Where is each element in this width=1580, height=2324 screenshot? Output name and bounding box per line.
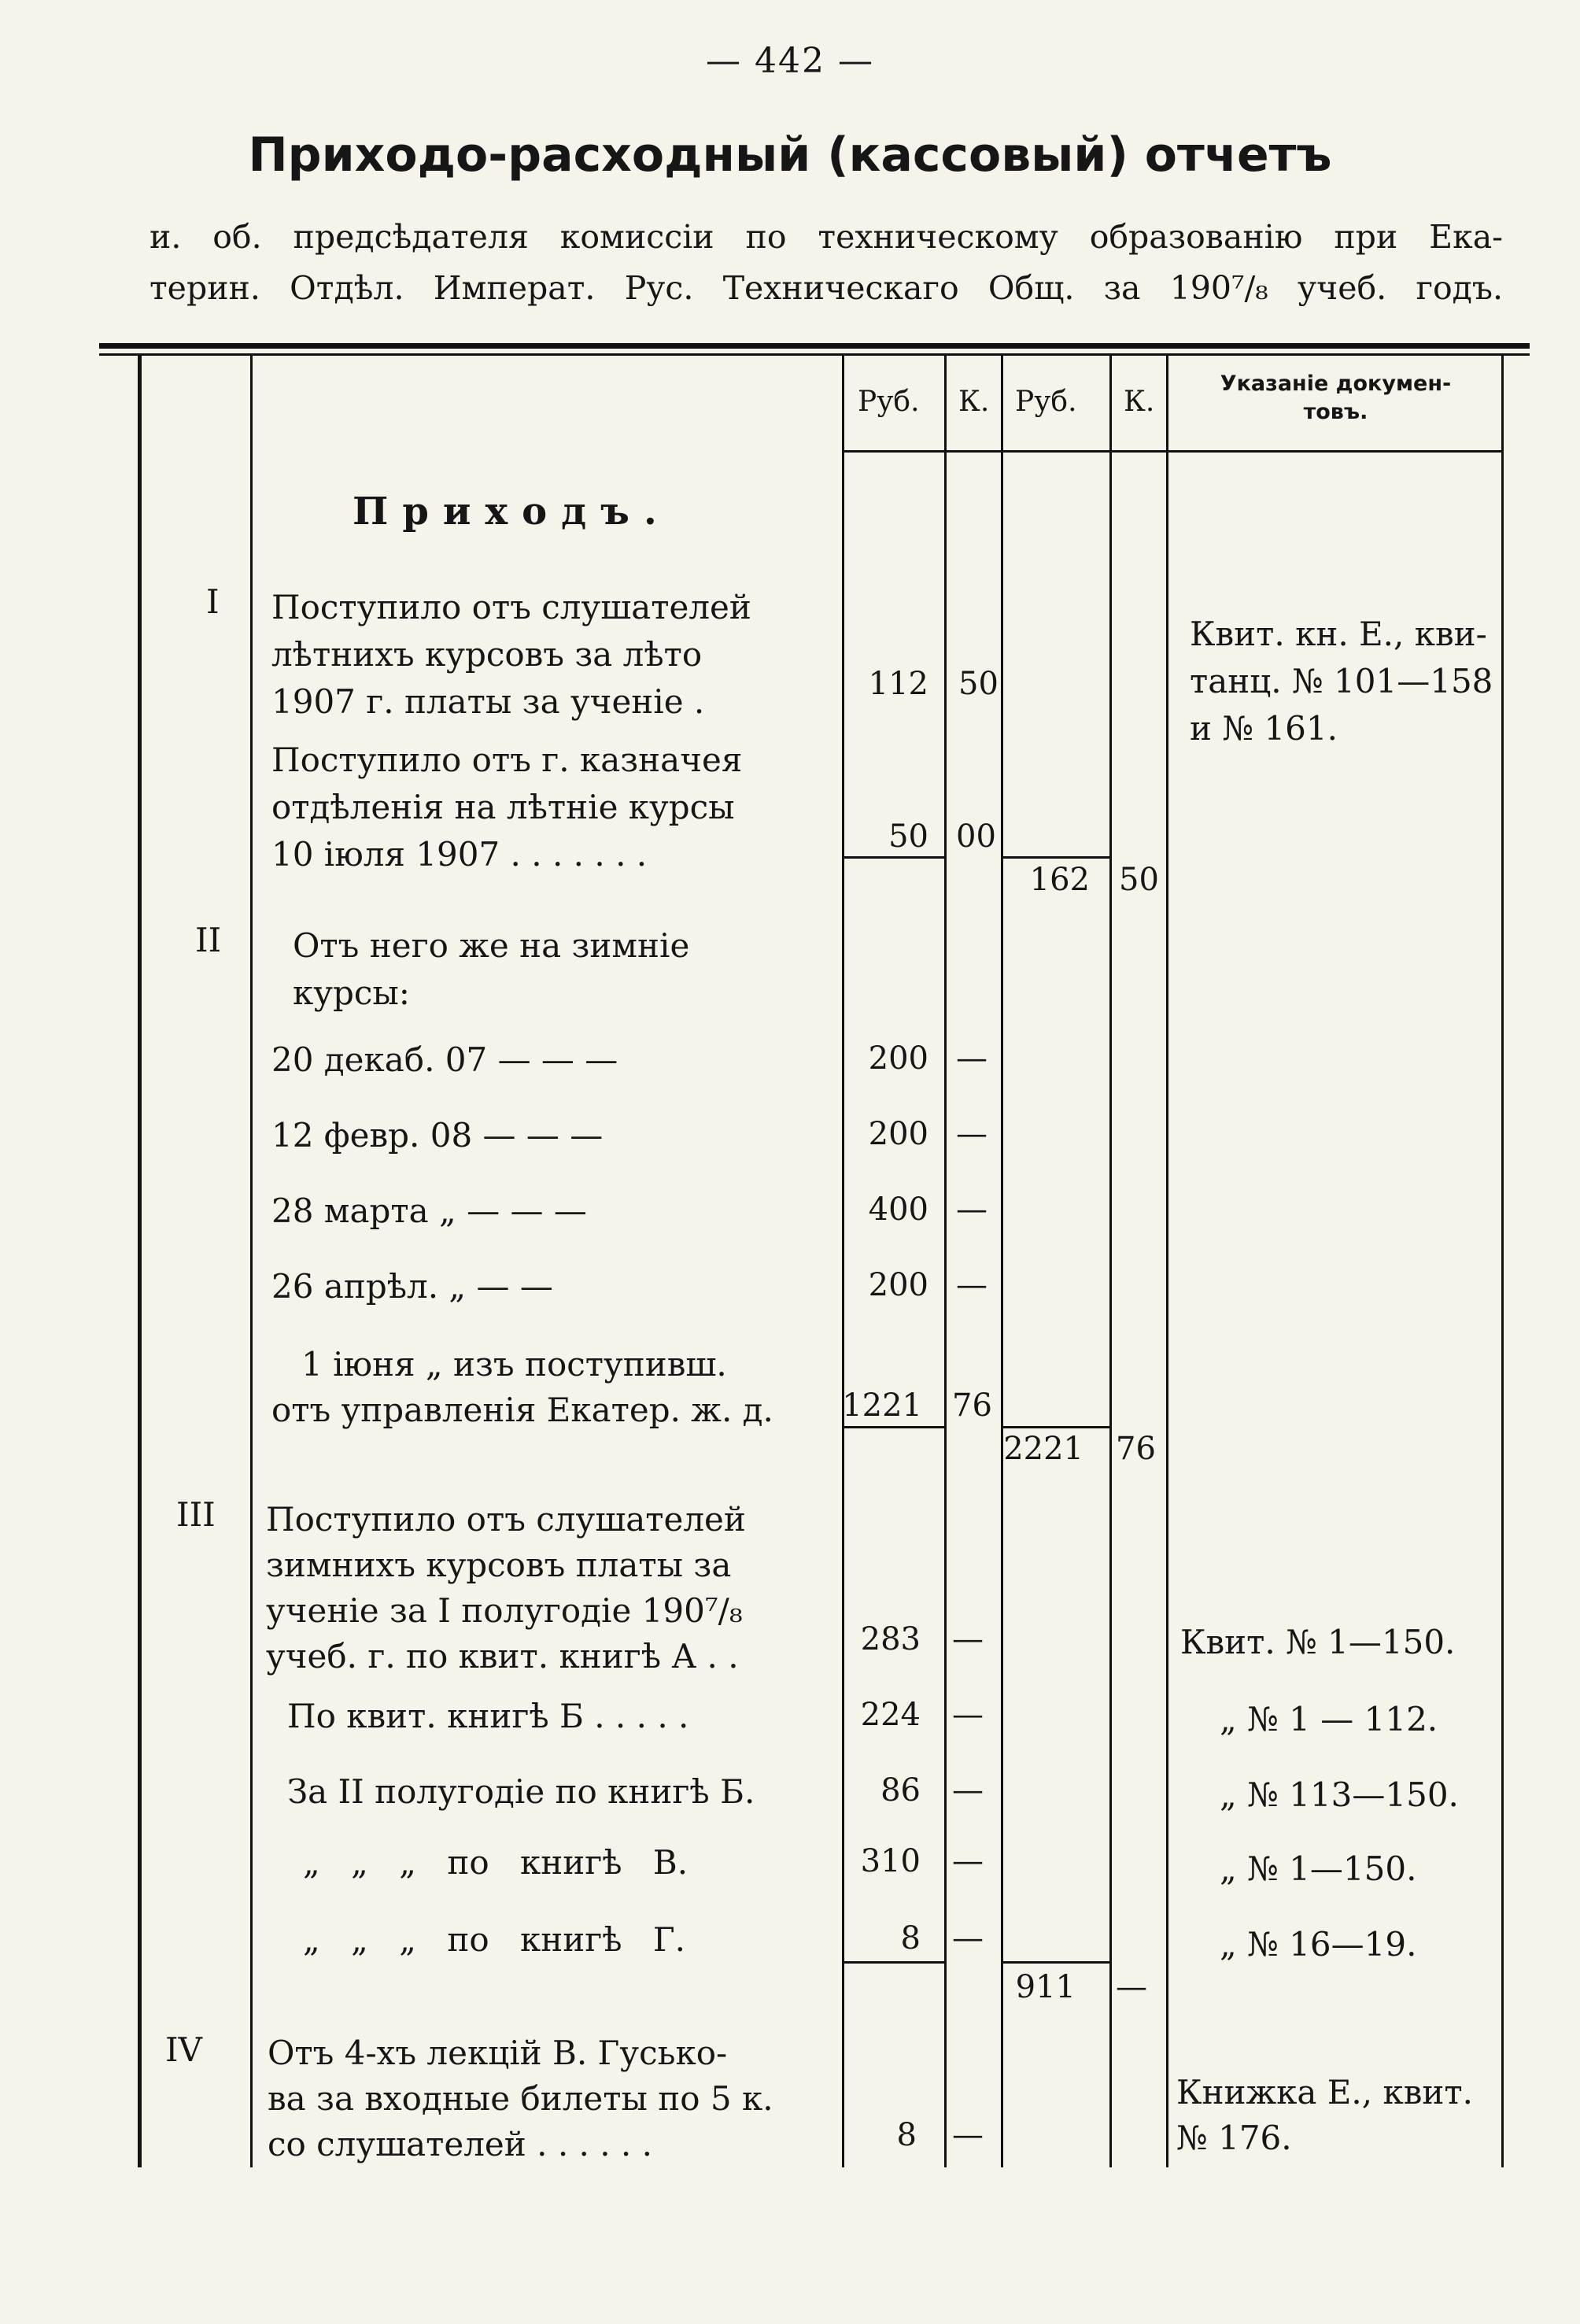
rub-value: 283 [860, 1621, 921, 1657]
top-rule-thin [99, 353, 1530, 356]
roman-numeral-4: IV [165, 2030, 202, 2069]
kop-value: — [952, 1843, 984, 1879]
section-total-rub: 162 [1029, 862, 1090, 898]
entry-line: Поступило отъ г. казначея [271, 741, 743, 779]
entry-line: 1 іюня „ изъ поступивш. [301, 1345, 727, 1384]
section-total-rub: 911 [1015, 1969, 1076, 2005]
entry-text: По квит. книгѣ Б . . . . . [287, 1697, 689, 1735]
entry-line: отъ управленія Екатер. ж. д. [271, 1391, 773, 1429]
sum-line-1 [842, 856, 946, 859]
kop-value: — [956, 1267, 988, 1303]
kop-value: 76 [952, 1387, 992, 1424]
header-rub-2: Руб. [1015, 386, 1077, 418]
entry-text [293, 922, 689, 1017]
rub-value: 200 [868, 1267, 928, 1303]
entry-text: „ „ „ по книгѣ В. [303, 1843, 688, 1882]
subtitle-line-1: и. об. предсѣдателя комиссіи по техническому образованію при Ека- [150, 218, 1503, 256]
rub-value: 50 [888, 818, 928, 855]
section-total-kop: 76 [1116, 1431, 1156, 1467]
entry-line: отдѣленія на лѣтніе курсы [271, 788, 735, 826]
section-total-kop: 50 [1119, 862, 1159, 898]
rub-value: 200 [868, 1040, 928, 1077]
entry-line: лѣтнихъ курсовъ за лѣто [271, 635, 703, 674]
entry-text: 28 марта „ — — — [271, 1192, 587, 1230]
roman-numeral-1: I [206, 582, 220, 621]
section-title-income: Приходъ. [353, 490, 671, 534]
kop1-left-line [944, 353, 947, 2167]
header-documents-line-2: товъ. [1303, 400, 1368, 424]
kop-value: — [952, 1621, 984, 1657]
rub-value: 1221 [842, 1387, 922, 1424]
roman-numeral-2: II [195, 921, 222, 959]
rub1-left-line [842, 353, 844, 2167]
doc-left-line [1166, 353, 1168, 2167]
right-border [1501, 353, 1504, 2167]
header-underline [842, 450, 1503, 453]
section-total-rub: 2221 [1003, 1431, 1083, 1467]
left-border [138, 353, 142, 2167]
kop-value: — [952, 1772, 984, 1809]
document-reference: Квит. № 1—150. [1180, 1623, 1456, 1661]
kop-value: — [956, 1040, 988, 1077]
kop-value: — [952, 1920, 984, 1956]
doc-line: № 176. [1176, 2119, 1292, 2157]
rub-value: 112 [868, 666, 928, 702]
kop-value: — [956, 1192, 988, 1228]
document-reference [1190, 611, 1493, 752]
entry-line: ученіе за I полугодіе 190⁷/₈ [266, 1591, 743, 1630]
rub-value: 310 [860, 1843, 921, 1879]
rub-value: 200 [868, 1116, 928, 1152]
header-kop-1: К. [958, 386, 990, 418]
entry-line: Отъ него же на зимніе [293, 926, 690, 965]
rub2-left-line [1001, 353, 1003, 2167]
rub-value: 224 [860, 1697, 921, 1733]
document-reference: „ № 1—150. [1220, 1849, 1417, 1888]
entry-line: Отъ 4-хъ лекцій В. Гусько- [268, 2034, 728, 2072]
entry-text [271, 737, 742, 878]
roman-numeral-3: III [176, 1495, 216, 1534]
entry-line: ва за входные билеты по 5 к. [268, 2079, 773, 2118]
rub-value: 400 [868, 1192, 928, 1228]
doc-line: и № 161. [1190, 709, 1338, 748]
entry-text: „ „ „ по книгѣ Г. [303, 1920, 686, 1959]
page-number: — 442 — [706, 41, 874, 81]
header-documents-line-1: Указаніе докумен- [1220, 371, 1452, 396]
kop-value: — [952, 2117, 984, 2153]
entry-text: 12 февр. 08 — — — [271, 1116, 604, 1155]
entry-text: 20 декаб. 07 — — — [271, 1040, 618, 1079]
rub-value: 8 [900, 1920, 921, 1956]
kop2-left-line [1109, 353, 1112, 2167]
rub-value: 86 [880, 1772, 921, 1809]
doc-line: Книжка Е., квит. [1176, 2073, 1473, 2112]
kop-value: — [952, 1697, 984, 1733]
entry-text: 26 апрѣл. „ — — [271, 1267, 553, 1306]
entry-text [271, 1342, 773, 1433]
entry-line: учеб. г. по квит. книгѣ А . . [266, 1637, 739, 1676]
kop-value: 00 [956, 818, 996, 855]
roman-column-line [250, 353, 253, 2167]
entry-line: 10 іюля 1907 . . . . . . . [271, 835, 648, 874]
entry-line: зимнихъ курсовъ платы за [266, 1546, 732, 1584]
entry-text [268, 2030, 773, 2167]
header-documents [1172, 370, 1499, 427]
entry-line: со слушателей . . . . . . [268, 2125, 652, 2163]
document-reference: „ № 1 — 112. [1220, 1700, 1438, 1738]
total-line-2 [1001, 1426, 1111, 1428]
sum-line-2 [842, 1426, 946, 1428]
document-reference [1176, 2070, 1473, 2161]
entry-text [271, 584, 751, 726]
document-reference: „ № 16—19. [1220, 1925, 1417, 1964]
rub-value: 8 [896, 2117, 917, 2153]
entry-line: 1907 г. платы за ученіе . [271, 682, 705, 721]
top-rule-thick [99, 343, 1530, 349]
kop-value: — [956, 1116, 988, 1152]
doc-line: Квит. кн. Е., кви- [1190, 615, 1487, 653]
report-title: Приходо-расходный (кассовый) отчетъ [248, 127, 1332, 183]
section-total-kop: — [1116, 1969, 1147, 2005]
entry-text: За II полугодіе по книгѣ Б. [287, 1772, 755, 1811]
kop-value: 50 [958, 666, 999, 702]
entry-text [266, 1497, 746, 1679]
entry-line: курсы: [293, 974, 410, 1012]
entry-line: Поступило отъ слушателей [266, 1500, 746, 1539]
doc-line: танц. № 101—158 [1190, 662, 1493, 700]
header-kop-2: К. [1124, 386, 1155, 418]
document-reference: „ № 113—150. [1220, 1775, 1459, 1814]
sum-line-3 [842, 1961, 946, 1964]
entry-line: Поступило отъ слушателей [271, 588, 751, 626]
header-rub-1: Руб. [858, 386, 920, 418]
total-line-3 [1001, 1961, 1111, 1964]
subtitle-line-2: терин. Отдѣл. Императ. Рус. Техническаго Общ. за 190⁷/₈ учеб. годъ. [150, 269, 1503, 307]
total-line-1 [1001, 856, 1111, 859]
